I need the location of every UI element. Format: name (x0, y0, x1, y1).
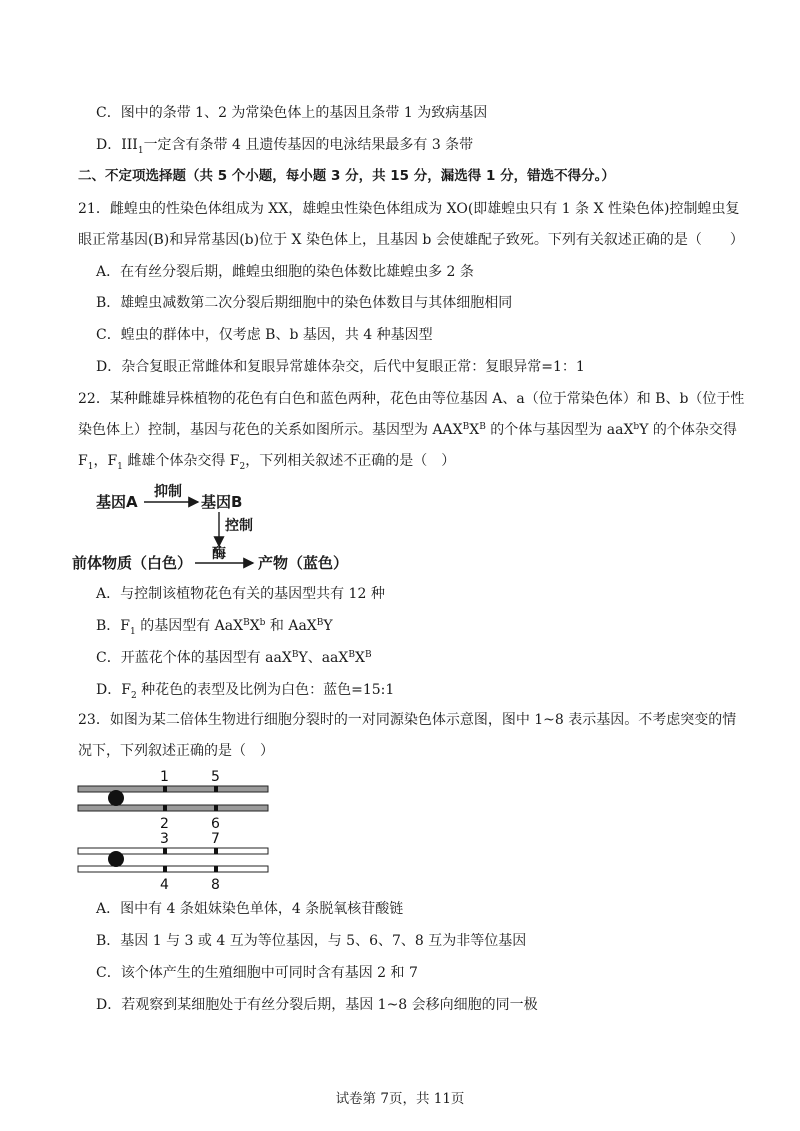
q20-option-d: D．$III_1$一定含有条带 4 且遗传基因的电泳结果最多有 3 条带 (96, 137, 474, 156)
gene-label-2: 2 (160, 816, 169, 832)
gene-band-4 (163, 866, 167, 872)
enzyme-label: 酶 (212, 546, 226, 562)
gene-band-5 (214, 786, 218, 792)
q22-stem-line2: 染色体上）控制，基因与花色的关系如图所示。基因型为 $AAX^BX^B$ 的个体与基因型为 aaX$^b$Y 的个体杂交得 (78, 422, 737, 438)
centromere-upper (108, 790, 124, 806)
chromatid-lower-1 (78, 848, 268, 854)
gene-band-8 (214, 866, 218, 872)
q22-option-a: A．与控制该植物花色有关的基因型共有 12 种 (96, 586, 385, 602)
gene-band-1 (163, 786, 167, 792)
q21-option-c: C．蝗虫的群体中，仅考虑 B、b 基因，共 4 种基因型 (96, 327, 433, 343)
precursor-label: 前体物质（白色） (72, 554, 193, 572)
gene-pathway-diagram (70, 478, 400, 578)
section-header: 二、不定项选择题（共 5 个小题，每小题 3 分，共 15 分，漏选得 1 分，错选不得分。） (78, 168, 615, 184)
q22-stem-line1: 22．某种雌雄异株植物的花色有白色和蓝色两种，花色由等位基因 A、a（位于常染色体）和 B、b（位于性 (78, 391, 745, 407)
q23-option-d: D．若观察到某细胞处于有丝分裂后期，基因 1~8 会移向细胞的同一极 (96, 997, 538, 1013)
q23-option-a: A．图中有 4 条姐妹染色单体，4 条脱氧核苷酸链 (96, 901, 404, 917)
gene-band-7 (214, 848, 218, 854)
gene-label-1: 1 (160, 769, 169, 785)
q23-stem-line2: 况下，下列叙述正确的是（ ） (78, 743, 274, 759)
q23-stem-line1: 23．如图为某二倍体生物进行细胞分裂时的一对同源染色体示意图，图中 1~8 表示基因。不考虑突变的情 (78, 712, 737, 728)
control-label: 控制 (225, 518, 253, 534)
q21-option-d: D．杂合复眼正常雌体和复眼异常雄体杂交，后代中复眼正常：复眼异常=1：1 (96, 359, 585, 375)
gene-band-6 (214, 805, 218, 811)
chromatid-upper-1 (78, 786, 268, 792)
centromere-lower (108, 851, 124, 867)
gene-label-3: 3 (160, 831, 169, 847)
q23-option-b: B．基因 1 与 3 或 4 互为等位基因，与 5、6、7、8 互为非等位基因 (96, 933, 527, 949)
chromosome-diagram (74, 766, 274, 894)
q21-stem-line1: 21．雌蝗虫的性染色体组成为 XX，雄蝗虫性染色体组成为 XO(即雄蝗虫只有 1 条 X 性染色体)控制蝗虫复 (78, 201, 740, 217)
q21-option-a: A．在有丝分裂后期，雌蝗虫细胞的染色体数比雄蝗虫多 2 条 (96, 264, 474, 280)
q21-option-b: B．雄蝗虫减数第二次分裂后期细胞中的染色体数目与其体细胞相同 (96, 295, 513, 311)
gene-label-4: 4 (160, 877, 169, 893)
q20-option-c: C．图中的条带 1、2 为常染色体上的基因且条带 1 为致病基因 (96, 105, 488, 121)
chromatid-lower-2 (78, 866, 268, 872)
q22-option-c: C．开蓝花个体的基因型有 aaX$^B$Y、$aaX^BX^B$ (96, 650, 372, 666)
inhibit-label: 抑制 (154, 484, 182, 500)
q23-option-c: C．该个体产生的生殖细胞中可同时含有基因 2 和 7 (96, 965, 418, 981)
q22-stem-line3: $F_1$，$F_1$ 雌雄个体杂交得 $F_2$，下列相关叙述不正确的是（ ） (78, 453, 456, 472)
chromatid-upper-2 (78, 805, 268, 811)
gene-label-7: 7 (211, 831, 220, 847)
gene-label-5: 5 (211, 769, 220, 785)
q22-option-d: D．$F_2$ 种花色的表型及比例为白色：蓝色=15:1 (96, 682, 395, 701)
gene-label-6: 6 (211, 816, 220, 832)
q22-option-b: B．$F_1$ 的基因型有 $AaX^BX^b$ 和 AaX$^B$Y (96, 618, 333, 637)
gene-label-8: 8 (211, 877, 220, 893)
gene-b-label: 基因B (201, 493, 243, 511)
gene-a-label: 基因A (96, 493, 138, 511)
q21-stem-line2: 眼正常基因(B)和异常基因(b)位于 X 染色体上，且基因 b 会使雄配子致死。下列有关叙述正确的是（ ） (78, 232, 744, 248)
gene-band-2 (163, 805, 167, 811)
gene-band-3 (163, 848, 167, 854)
product-label: 产物（蓝色） (258, 554, 349, 572)
page-footer: 试卷第 7页，共 11页 (335, 1091, 465, 1107)
